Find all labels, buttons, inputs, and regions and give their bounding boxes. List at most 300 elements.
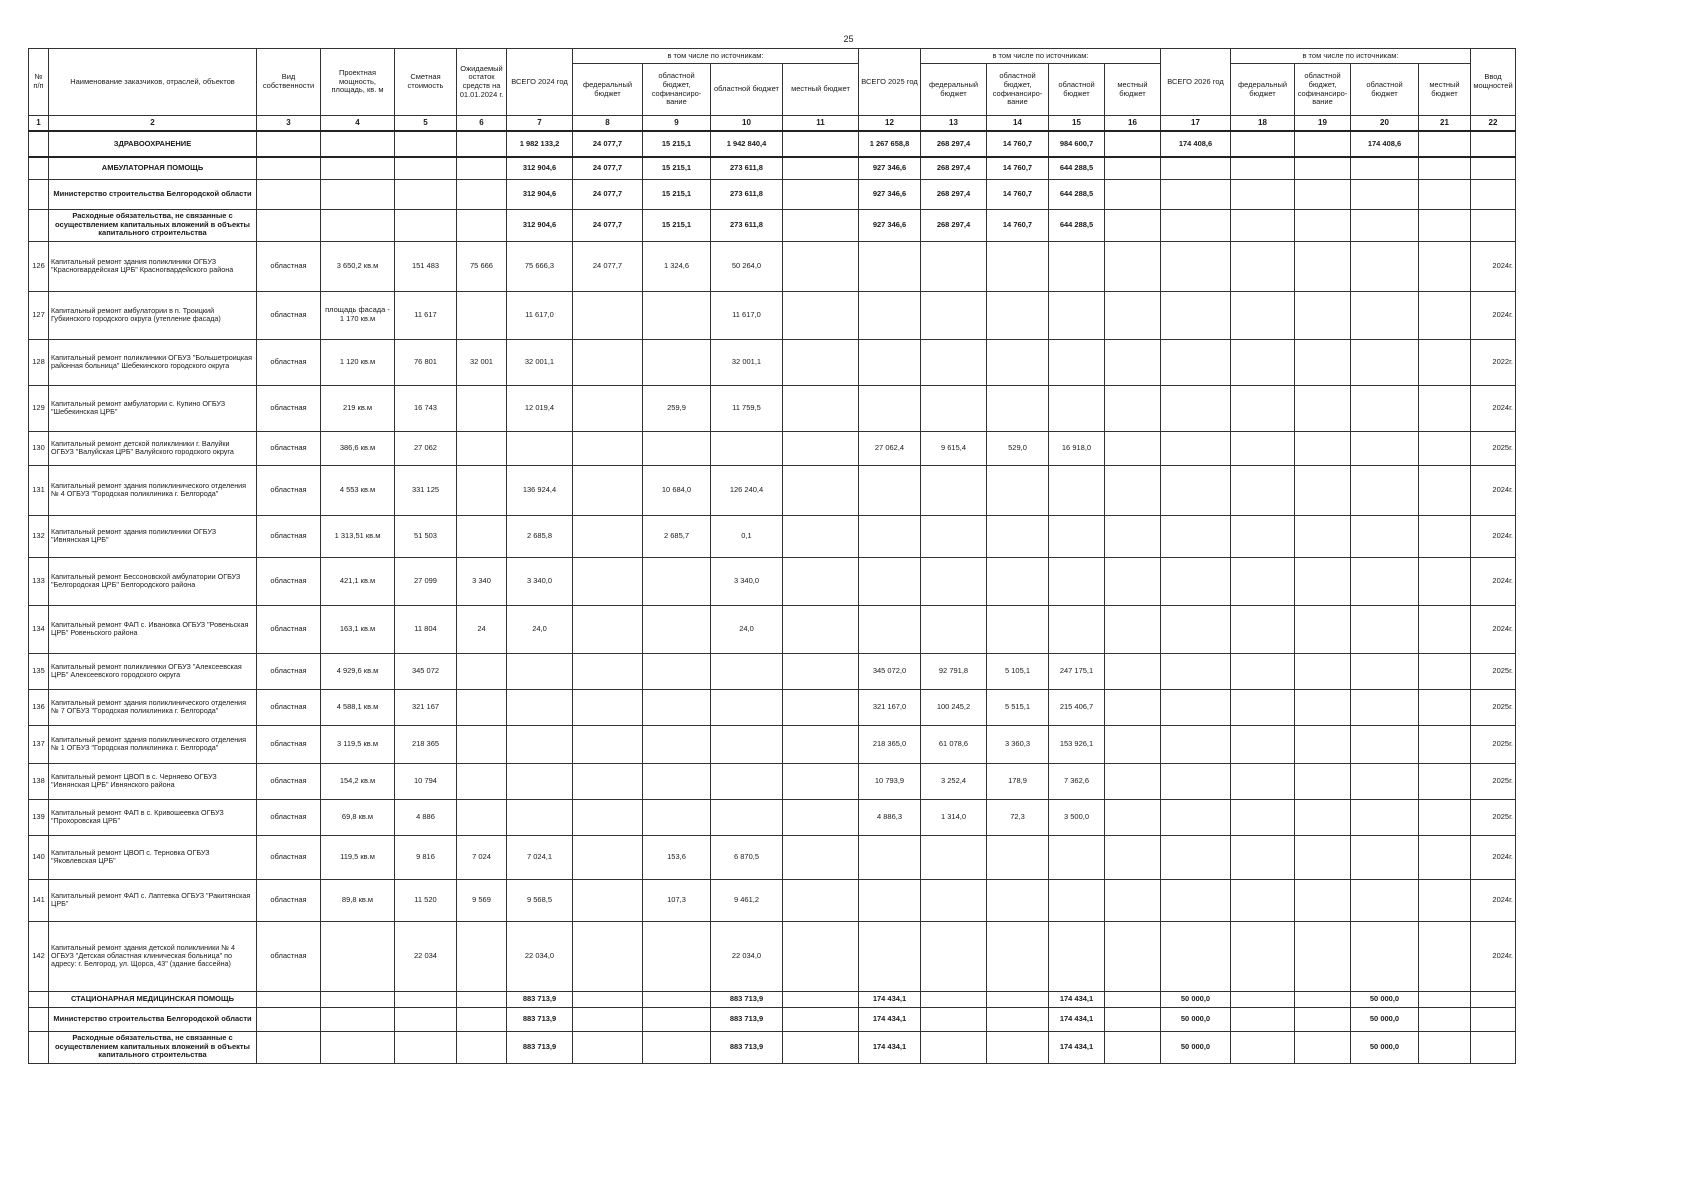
cell-federal-2025 [921,515,987,557]
cell-total-2026: 50 000,0 [1161,991,1231,1007]
cell-regional-2024 [711,653,783,689]
cell-regional-2024: 22 034,0 [711,921,783,991]
cell-local-2025 [1105,385,1161,431]
cell-row-number: 131 [29,465,49,515]
cell-regional-cofin-2026 [1295,921,1351,991]
cell-ownership: областная [257,465,321,515]
cell-regional-cofin-2026 [1295,241,1351,291]
cell-total-2024: 24,0 [507,605,573,653]
cell-regional-2025 [1049,557,1105,605]
cell-regional-cofin-2025: 14 760,7 [987,157,1049,179]
cell-regional-cofin-2026 [1295,605,1351,653]
cell-object-name: Капитальный ремонт детской поликлиники г. Валуйки ОГБУЗ "Валуйская ЦРБ" Валуйского городского округа [49,431,257,465]
cell-balance [457,157,507,179]
cell-regional-2024: 883 713,9 [711,1007,783,1031]
col-header-regional-cofin: областной бюджет, софинансиро-вание [1295,64,1351,116]
cell-regional-2025: 644 288,5 [1049,209,1105,241]
cell-total-2025: 927 346,6 [859,157,921,179]
cell-commissioning: 2025г. [1471,653,1516,689]
cell-capacity [321,179,395,209]
cell-local-2024 [783,725,859,763]
cell-object-name: ЗДРАВООХРАНЕНИЕ [49,131,257,157]
column-number: 12 [859,116,921,132]
table-row [29,431,1516,465]
cell-ownership [257,1007,321,1031]
cell-total-2024: 9 568,5 [507,879,573,921]
cell-regional-cofin-2025 [987,879,1049,921]
cell-regional-cofin-2026 [1295,689,1351,725]
cell-object-name: Расходные обязательства, не связанные с осуществлением капитальных вложений в объекты капитального строительства [49,1031,257,1063]
cell-federal-2024 [573,291,643,339]
cell-ownership [257,131,321,157]
cell-regional-cofin-2025: 178,9 [987,763,1049,799]
cell-balance [457,653,507,689]
cell-regional-2024 [711,725,783,763]
cell-federal-2024 [573,879,643,921]
cell-regional-2024: 273 611,8 [711,209,783,241]
cell-local-2025 [1105,689,1161,725]
cell-regional-cofin-2025 [987,241,1049,291]
cell-row-number: 138 [29,763,49,799]
cell-regional-cofin-2025 [987,991,1049,1007]
cell-regional-cofin-2024: 15 215,1 [643,179,711,209]
cell-local-2024 [783,799,859,835]
cell-local-2025 [1105,209,1161,241]
cell-federal-2025 [921,385,987,431]
cell-federal-2026 [1231,515,1295,557]
col-header-no: № п/п [29,49,49,116]
col-header-local: местный бюджет [783,64,859,116]
cell-local-2026 [1419,291,1471,339]
cell-total-2024: 883 713,9 [507,991,573,1007]
cell-federal-2026 [1231,557,1295,605]
cell-regional-cofin-2025 [987,1031,1049,1063]
cell-capacity: площадь фасада - 1 170 кв.м [321,291,395,339]
table-body [29,131,1516,1063]
cell-total-2025 [859,879,921,921]
cell-total-2024 [507,799,573,835]
cell-total-2024: 12 019,4 [507,385,573,431]
cell-local-2024 [783,465,859,515]
cell-regional-2024 [711,689,783,725]
cell-federal-2025: 100 245,2 [921,689,987,725]
cell-federal-2025 [921,991,987,1007]
cell-row-number [29,179,49,209]
cell-federal-2024 [573,1031,643,1063]
cell-regional-2025: 247 175,1 [1049,653,1105,689]
cell-local-2024 [783,653,859,689]
cell-regional-2024: 883 713,9 [711,991,783,1007]
group-row [29,179,1516,209]
cell-federal-2025: 1 314,0 [921,799,987,835]
cell-local-2025 [1105,605,1161,653]
cell-local-2025 [1105,835,1161,879]
cell-regional-2024 [711,431,783,465]
cell-federal-2026 [1231,921,1295,991]
cell-regional-cofin-2024: 153,6 [643,835,711,879]
cell-local-2024 [783,1007,859,1031]
table-row [29,339,1516,385]
cell-ownership: областная [257,689,321,725]
cell-federal-2026 [1231,1007,1295,1031]
cell-capacity: 1 313,51 кв.м [321,515,395,557]
header-row-1 [29,49,1516,64]
cell-estimate: 76 801 [395,339,457,385]
cell-regional-cofin-2026 [1295,385,1351,431]
cell-local-2024 [783,241,859,291]
cell-regional-cofin-2024 [643,653,711,689]
group-row [29,131,1516,157]
cell-federal-2024 [573,431,643,465]
group-row [29,157,1516,179]
cell-balance [457,385,507,431]
cell-total-2026 [1161,835,1231,879]
cell-federal-2025: 3 252,4 [921,763,987,799]
cell-regional-2024: 883 713,9 [711,1031,783,1063]
cell-total-2024: 1 982 133,2 [507,131,573,157]
cell-estimate: 16 743 [395,385,457,431]
cell-commissioning: 2024г. [1471,291,1516,339]
cell-federal-2026 [1231,339,1295,385]
cell-federal-2026 [1231,131,1295,157]
cell-row-number: 137 [29,725,49,763]
cell-local-2025 [1105,465,1161,515]
cell-balance [457,921,507,991]
cell-total-2025: 345 072,0 [859,653,921,689]
cell-capacity: 4 553 кв.м [321,465,395,515]
cell-total-2026 [1161,179,1231,209]
cell-object-name: Министерство строительства Белгородской области [49,179,257,209]
cell-local-2025 [1105,339,1161,385]
cell-federal-2026 [1231,1031,1295,1063]
cell-ownership: областная [257,605,321,653]
cell-federal-2025 [921,241,987,291]
cell-balance [457,291,507,339]
cell-balance [457,515,507,557]
cell-regional-2025: 984 600,7 [1049,131,1105,157]
cell-total-2024: 883 713,9 [507,1031,573,1063]
cell-regional-cofin-2024 [643,799,711,835]
column-number: 17 [1161,116,1231,132]
cell-total-2024: 312 904,6 [507,209,573,241]
cell-regional-2026 [1351,465,1419,515]
cell-local-2025 [1105,157,1161,179]
cell-federal-2024 [573,465,643,515]
cell-total-2025 [859,835,921,879]
cell-total-2026: 50 000,0 [1161,1031,1231,1063]
cell-commissioning: 2025г. [1471,725,1516,763]
cell-federal-2024 [573,1007,643,1031]
cell-regional-cofin-2025: 14 760,7 [987,179,1049,209]
cell-local-2024 [783,339,859,385]
column-number: 1 [29,116,49,132]
cell-total-2025: 4 886,3 [859,799,921,835]
cell-ownership: областная [257,921,321,991]
cell-commissioning: 2025г. [1471,763,1516,799]
cell-local-2026 [1419,725,1471,763]
cell-regional-2025: 174 434,1 [1049,1007,1105,1031]
cell-regional-2026 [1351,339,1419,385]
cell-regional-2026 [1351,241,1419,291]
cell-row-number: 140 [29,835,49,879]
cell-local-2026 [1419,763,1471,799]
cell-regional-2024: 11 617,0 [711,291,783,339]
cell-estimate: 218 365 [395,725,457,763]
column-number: 20 [1351,116,1419,132]
cell-estimate [395,131,457,157]
cell-estimate [395,1031,457,1063]
cell-balance [457,1031,507,1063]
cell-regional-cofin-2024 [643,339,711,385]
cell-total-2024: 22 034,0 [507,921,573,991]
cell-commissioning [1471,157,1516,179]
cell-federal-2026 [1231,879,1295,921]
cell-federal-2025 [921,605,987,653]
cell-federal-2024: 24 077,7 [573,131,643,157]
cell-ownership [257,157,321,179]
cell-regional-cofin-2026 [1295,725,1351,763]
cell-commissioning [1471,209,1516,241]
cell-row-number: 126 [29,241,49,291]
cell-total-2024 [507,689,573,725]
table-row [29,515,1516,557]
col-header-local: местный бюджет [1105,64,1161,116]
cell-capacity [321,209,395,241]
col-header-federal: федеральный бюджет [573,64,643,116]
cell-regional-2025 [1049,291,1105,339]
col-header-capacity: Проектная мощность, площадь, кв. м [321,49,395,116]
cell-regional-2026 [1351,291,1419,339]
cell-regional-2024: 24,0 [711,605,783,653]
cell-federal-2026 [1231,209,1295,241]
cell-commissioning: 2024г. [1471,465,1516,515]
cell-federal-2025: 268 297,4 [921,209,987,241]
column-number: 14 [987,116,1049,132]
cell-balance [457,431,507,465]
column-number-row [29,116,1516,132]
cell-federal-2025 [921,921,987,991]
cell-commissioning [1471,1031,1516,1063]
cell-regional-2026 [1351,431,1419,465]
cell-total-2024: 7 024,1 [507,835,573,879]
page-number: 25 [843,34,854,44]
table-row [29,799,1516,835]
cell-total-2025: 10 793,9 [859,763,921,799]
col-header-balance: Ожидаемый остаток средств на 01.01.2024 г. [457,49,507,116]
col-header-local: местный бюджет [1419,64,1471,116]
cell-total-2024: 75 666,3 [507,241,573,291]
cell-local-2024 [783,879,859,921]
col-header-name: Наименование заказчиков, отраслей, объектов [49,49,257,116]
cell-local-2024 [783,291,859,339]
cell-regional-cofin-2024 [643,557,711,605]
cell-ownership: областная [257,385,321,431]
cell-total-2024: 11 617,0 [507,291,573,339]
cell-total-2026 [1161,515,1231,557]
col-header-commissioning: Ввод мощностей [1471,49,1516,116]
col-header-regional: областной бюджет [1049,64,1105,116]
cell-local-2026 [1419,689,1471,725]
cell-total-2025: 174 434,1 [859,1007,921,1031]
cell-estimate [395,179,457,209]
cell-regional-2024: 9 461,2 [711,879,783,921]
cell-federal-2024 [573,557,643,605]
cell-commissioning: 2025г. [1471,689,1516,725]
cell-federal-2025: 92 791,8 [921,653,987,689]
cell-total-2025 [859,385,921,431]
cell-ownership: областная [257,515,321,557]
cell-capacity: 4 588,1 кв.м [321,689,395,725]
cell-estimate: 27 099 [395,557,457,605]
cell-capacity: 163,1 кв.м [321,605,395,653]
cell-regional-2024: 3 340,0 [711,557,783,605]
cell-ownership: областная [257,339,321,385]
cell-local-2026 [1419,339,1471,385]
cell-ownership: областная [257,431,321,465]
cell-object-name: Капитальный ремонт ФАП с. Ивановка ОГБУЗ "Ровеньская ЦРБ" Ровеньского района [49,605,257,653]
cell-capacity: 1 120 кв.м [321,339,395,385]
cell-commissioning: 2025г. [1471,799,1516,835]
cell-local-2025 [1105,725,1161,763]
cell-regional-2026 [1351,157,1419,179]
group-row [29,209,1516,241]
cell-regional-2026 [1351,385,1419,431]
cell-regional-cofin-2026 [1295,799,1351,835]
cell-commissioning: 2024г. [1471,515,1516,557]
cell-row-number [29,157,49,179]
cell-total-2024 [507,431,573,465]
cell-object-name: Капитальный ремонт ФАП с. Лаптевка ОГБУЗ "Ракитянская ЦРБ" [49,879,257,921]
column-number: 3 [257,116,321,132]
cell-row-number: 134 [29,605,49,653]
cell-federal-2026 [1231,179,1295,209]
cell-regional-2024: 50 264,0 [711,241,783,291]
cell-federal-2026 [1231,431,1295,465]
cell-total-2024 [507,763,573,799]
cell-commissioning: 2024г. [1471,879,1516,921]
cell-local-2026 [1419,1031,1471,1063]
cell-regional-2026 [1351,689,1419,725]
cell-balance: 75 666 [457,241,507,291]
cell-local-2025 [1105,515,1161,557]
col-header-total-2026: ВСЕГО 2026 год [1161,49,1231,116]
cell-regional-2026 [1351,799,1419,835]
cell-object-name: АМБУЛАТОРНАЯ ПОМОЩЬ [49,157,257,179]
col-header-regional-cofin: областной бюджет, софинансиро-вание [643,64,711,116]
cell-row-number: 132 [29,515,49,557]
cell-regional-2025 [1049,835,1105,879]
cell-local-2026 [1419,131,1471,157]
cell-balance [457,689,507,725]
cell-balance: 24 [457,605,507,653]
column-number: 5 [395,116,457,132]
cell-total-2026 [1161,339,1231,385]
cell-capacity: 69,8 кв.м [321,799,395,835]
cell-federal-2026 [1231,799,1295,835]
cell-local-2025 [1105,131,1161,157]
cell-commissioning: 2024г. [1471,557,1516,605]
cell-total-2026 [1161,879,1231,921]
cell-regional-cofin-2026 [1295,879,1351,921]
cell-local-2024 [783,515,859,557]
cell-regional-2025 [1049,605,1105,653]
cell-local-2024 [783,131,859,157]
cell-federal-2025 [921,465,987,515]
cell-regional-cofin-2026 [1295,431,1351,465]
cell-estimate [395,991,457,1007]
cell-regional-cofin-2026 [1295,179,1351,209]
cell-estimate: 345 072 [395,653,457,689]
cell-regional-cofin-2025: 3 360,3 [987,725,1049,763]
cell-row-number: 127 [29,291,49,339]
cell-commissioning [1471,131,1516,157]
cell-object-name: Капитальный ремонт амбулатории с. Купино ОГБУЗ "Шебекинская ЦРБ" [49,385,257,431]
cell-local-2026 [1419,515,1471,557]
cell-regional-2026 [1351,879,1419,921]
cell-regional-2026 [1351,179,1419,209]
cell-regional-cofin-2026 [1295,1031,1351,1063]
cell-capacity [321,991,395,1007]
cell-federal-2024 [573,605,643,653]
cell-local-2026 [1419,209,1471,241]
cell-regional-2025 [1049,339,1105,385]
cell-federal-2025 [921,291,987,339]
cell-object-name: Капитальный ремонт здания поликлинического отделения № 7 ОГБУЗ "Городская поликлиника г. Белгорода" [49,689,257,725]
cell-regional-cofin-2026 [1295,157,1351,179]
cell-local-2024 [783,157,859,179]
cell-local-2025 [1105,1031,1161,1063]
cell-row-number: 135 [29,653,49,689]
cell-regional-cofin-2024 [643,605,711,653]
table-row [29,241,1516,291]
cell-federal-2025: 61 078,6 [921,725,987,763]
cell-ownership: областная [257,557,321,605]
table-row [29,763,1516,799]
cell-object-name: СТАЦИОНАРНАЯ МЕДИЦИНСКАЯ ПОМОЩЬ [49,991,257,1007]
cell-regional-cofin-2026 [1295,465,1351,515]
cell-regional-2024: 6 870,5 [711,835,783,879]
cell-federal-2024 [573,339,643,385]
cell-regional-2025 [1049,879,1105,921]
cell-total-2025 [859,241,921,291]
cell-local-2026 [1419,653,1471,689]
cell-local-2025 [1105,1007,1161,1031]
cell-regional-2025: 215 406,7 [1049,689,1105,725]
cell-regional-2024: 32 001,1 [711,339,783,385]
cell-regional-2024: 273 611,8 [711,179,783,209]
col-header-total-2024: ВСЕГО 2024 год [507,49,573,116]
cell-regional-2026: 174 408,6 [1351,131,1419,157]
cell-regional-cofin-2025 [987,515,1049,557]
cell-regional-2026 [1351,763,1419,799]
cell-commissioning: 2025г. [1471,431,1516,465]
cell-regional-cofin-2024 [643,431,711,465]
cell-local-2024 [783,557,859,605]
cell-object-name: Расходные обязательства, не связанные с осуществлением капитальных вложений в объекты капитального строительства [49,209,257,241]
cell-balance [457,209,507,241]
cell-local-2024 [783,431,859,465]
cell-balance [457,799,507,835]
cell-federal-2024 [573,689,643,725]
cell-regional-cofin-2024: 107,3 [643,879,711,921]
cell-local-2025 [1105,431,1161,465]
cell-capacity: 3 119,5 кв.м [321,725,395,763]
cell-federal-2024 [573,653,643,689]
cell-regional-2025 [1049,515,1105,557]
cell-regional-cofin-2026 [1295,1007,1351,1031]
cell-balance [457,1007,507,1031]
cell-regional-cofin-2025 [987,291,1049,339]
